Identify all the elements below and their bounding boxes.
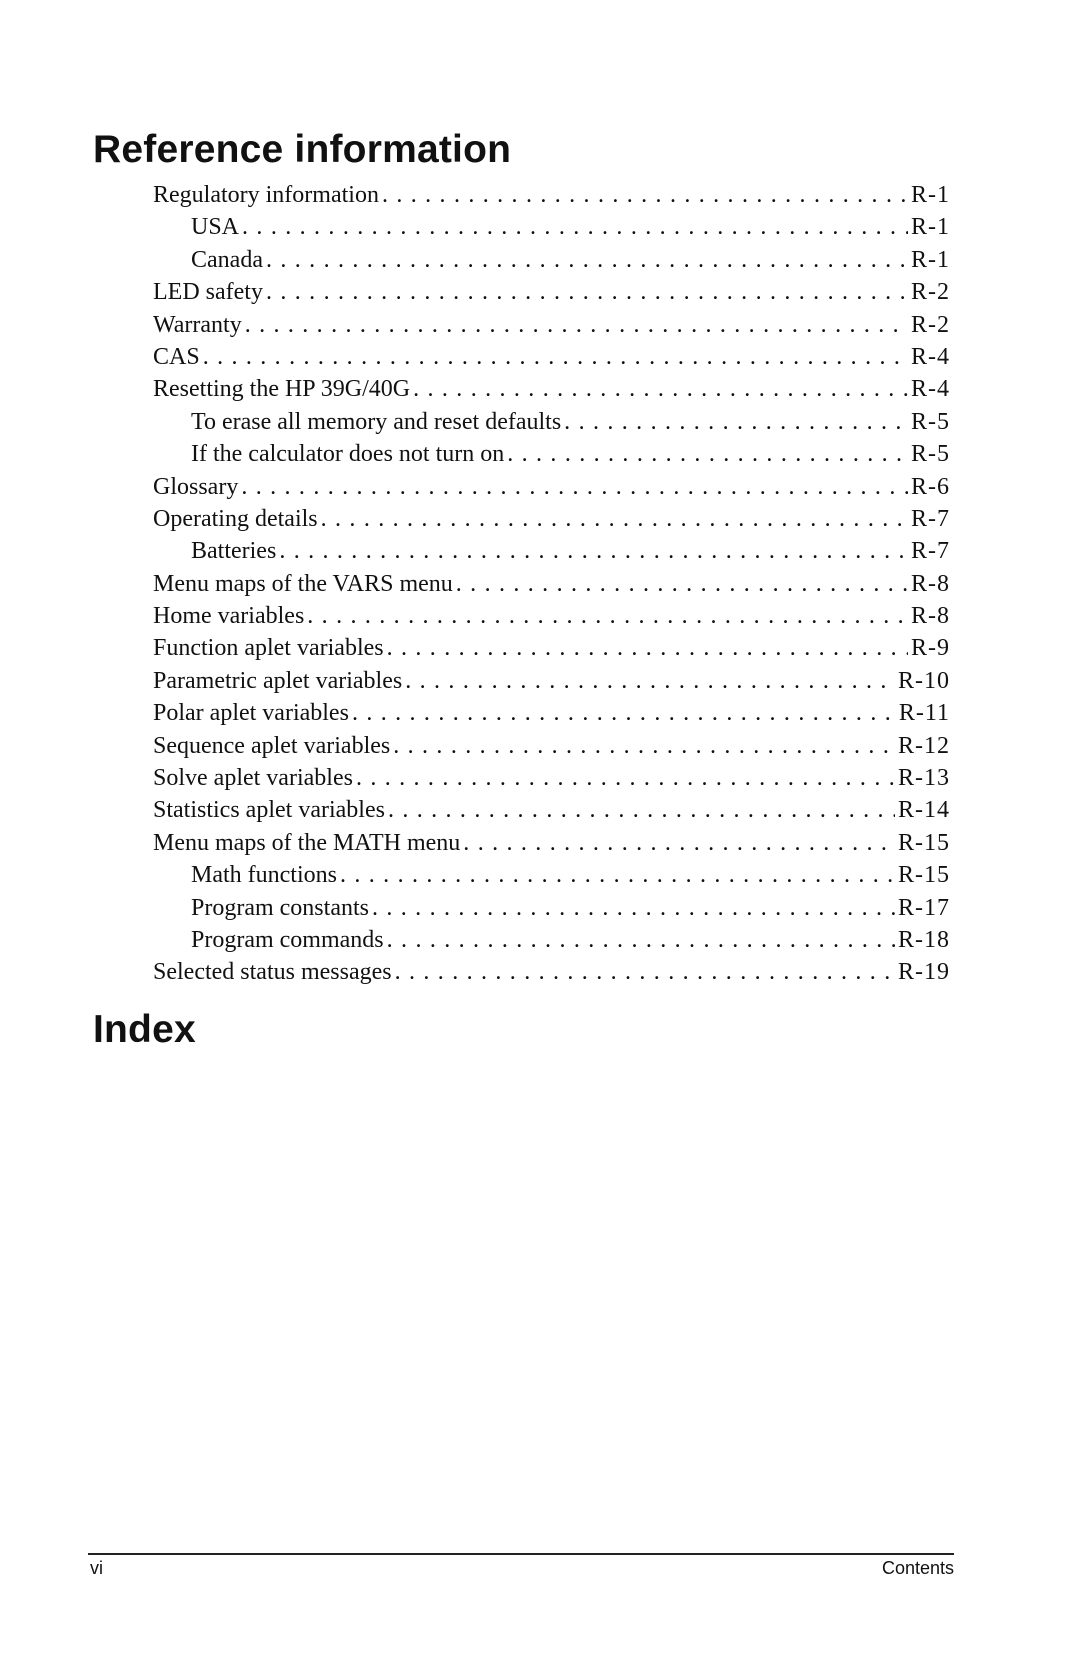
toc-entry-page: R-11: [898, 700, 950, 727]
toc-entry-page: R-8: [911, 603, 950, 630]
toc-entry-label: Program commands: [191, 926, 384, 953]
toc-entry-label: CAS: [153, 343, 200, 370]
toc-entry-page: R-2: [911, 311, 950, 338]
toc-entry[interactable]: [153, 406, 950, 438]
toc-dot-leader: [242, 211, 908, 243]
toc-dot-leader: [405, 665, 895, 697]
toc-entry-label: Function aplet variables: [153, 635, 384, 662]
toc-entry-label: Math functions: [191, 862, 337, 889]
toc-dot-leader: [387, 632, 908, 664]
toc-entry-page: R-14: [898, 797, 950, 824]
toc-entry[interactable]: [153, 309, 950, 341]
toc-entry[interactable]: [153, 179, 950, 211]
toc-entry[interactable]: [153, 859, 950, 891]
toc-entry-label: To erase all memory and reset defaults: [191, 408, 562, 435]
toc-entry-page: R-9: [911, 635, 950, 662]
toc-entry[interactable]: [153, 730, 950, 762]
toc-dot-leader: [393, 730, 895, 762]
toc-entry-label: Sequence aplet variables: [153, 732, 391, 759]
toc-dot-leader: [382, 179, 908, 211]
toc-entry-label: Selected status messages: [153, 959, 392, 986]
toc-entry[interactable]: [153, 600, 950, 632]
toc-entry-label: Statistics aplet variables: [153, 797, 385, 824]
toc-entry-page: R-2: [911, 279, 950, 306]
toc-dot-leader: [372, 892, 895, 924]
toc-entry[interactable]: [153, 568, 950, 600]
toc-entry-label: Polar aplet variables: [153, 700, 349, 727]
toc-entry[interactable]: [153, 956, 950, 988]
toc-entry[interactable]: [153, 503, 950, 535]
toc-entry-page: R-19: [898, 959, 950, 986]
toc-dot-leader: [307, 600, 908, 632]
toc-entry-label: Menu maps of the MATH menu: [153, 829, 461, 856]
toc-entry-label: Solve aplet variables: [153, 765, 353, 792]
toc-entry[interactable]: [153, 535, 950, 567]
toc-dot-leader: [340, 859, 895, 891]
toc-entry-page: R-1: [911, 214, 950, 241]
toc-dot-leader: [203, 341, 908, 373]
toc-entry[interactable]: [153, 373, 950, 405]
toc-entry[interactable]: [153, 762, 950, 794]
toc-entry-page: R-4: [911, 343, 950, 370]
toc-dot-leader: [356, 762, 895, 794]
toc-dot-leader: [564, 406, 908, 438]
toc-entry-label: Operating details: [153, 505, 318, 532]
toc-dot-leader: [352, 697, 896, 729]
toc-entry[interactable]: [153, 341, 950, 373]
toc-entry-page: R-17: [898, 894, 950, 921]
toc-entry-page: R-18: [898, 926, 950, 953]
toc-entry[interactable]: [153, 276, 950, 308]
toc-entry-label: If the calculator does not turn on: [191, 441, 505, 468]
toc-dot-leader: [413, 373, 908, 405]
toc-dot-leader: [456, 568, 908, 600]
toc-entry[interactable]: [153, 438, 950, 470]
toc-dot-leader: [507, 438, 908, 470]
toc-entry-label: Regulatory information: [153, 182, 379, 208]
toc-entry[interactable]: [153, 794, 950, 826]
toc-entry[interactable]: [153, 827, 950, 859]
index-heading: Index: [93, 1008, 196, 1051]
toc-entry-label: Canada: [191, 246, 263, 273]
toc-entry-page: R-10: [898, 667, 950, 694]
toc-entry-label: Glossary: [153, 473, 239, 500]
toc-entry-page: R-5: [911, 441, 950, 468]
toc-entry-page: R-1: [911, 182, 950, 208]
toc-dot-leader: [463, 827, 895, 859]
toc-entry-page: R-6: [911, 473, 950, 500]
toc-entry[interactable]: [153, 471, 950, 503]
toc-entry-page: R-1: [911, 246, 950, 273]
toc-dot-leader: [387, 924, 895, 956]
toc-entry-label: Program constants: [191, 894, 369, 921]
toc-dot-leader: [245, 309, 908, 341]
toc-entry[interactable]: [153, 211, 950, 243]
toc-dot-leader: [321, 503, 908, 535]
toc-entry-page: R-13: [898, 765, 950, 792]
toc-dot-leader: [388, 794, 895, 826]
toc-dot-leader: [266, 276, 908, 308]
footer-divider: [88, 1553, 954, 1555]
toc-entry-page: R-7: [911, 538, 950, 565]
toc-entry-label: Batteries: [191, 538, 277, 565]
toc-entry[interactable]: [153, 892, 950, 924]
toc-list: [153, 179, 950, 989]
toc-entry-label: Home variables: [153, 603, 305, 630]
toc-entry-label: USA: [191, 214, 240, 241]
toc-entry-page: R-5: [911, 408, 950, 435]
toc-entry-page: R-15: [898, 829, 950, 856]
toc-entry-label: Parametric aplet variables: [153, 667, 403, 694]
toc-dot-leader: [266, 244, 908, 276]
footer-page-number: vi: [90, 1558, 103, 1578]
footer-section-name: Contents: [881, 1558, 954, 1578]
toc-entry-page: R-8: [911, 570, 950, 597]
toc-entry[interactable]: [153, 244, 950, 276]
toc-entry[interactable]: [153, 697, 950, 729]
toc-entry-label: Resetting the HP 39G/40G: [153, 376, 411, 403]
toc-entry[interactable]: [153, 924, 950, 956]
toc-entry-label: LED safety: [153, 279, 263, 306]
toc-dot-leader: [279, 535, 908, 567]
toc-dot-leader: [241, 471, 908, 503]
toc-entry-page: R-12: [898, 732, 950, 759]
toc-entry-page: R-15: [898, 862, 950, 889]
toc-entry[interactable]: [153, 632, 950, 664]
reference-information-heading: Reference information: [93, 128, 512, 171]
toc-entry-page: R-4: [911, 376, 950, 403]
toc-entry-label: Warranty: [153, 311, 242, 338]
toc-entry[interactable]: [153, 665, 950, 697]
toc-dot-leader: [395, 956, 895, 988]
toc-entry-label: Menu maps of the VARS menu: [153, 570, 453, 597]
toc-entry-page: R-7: [911, 505, 950, 532]
